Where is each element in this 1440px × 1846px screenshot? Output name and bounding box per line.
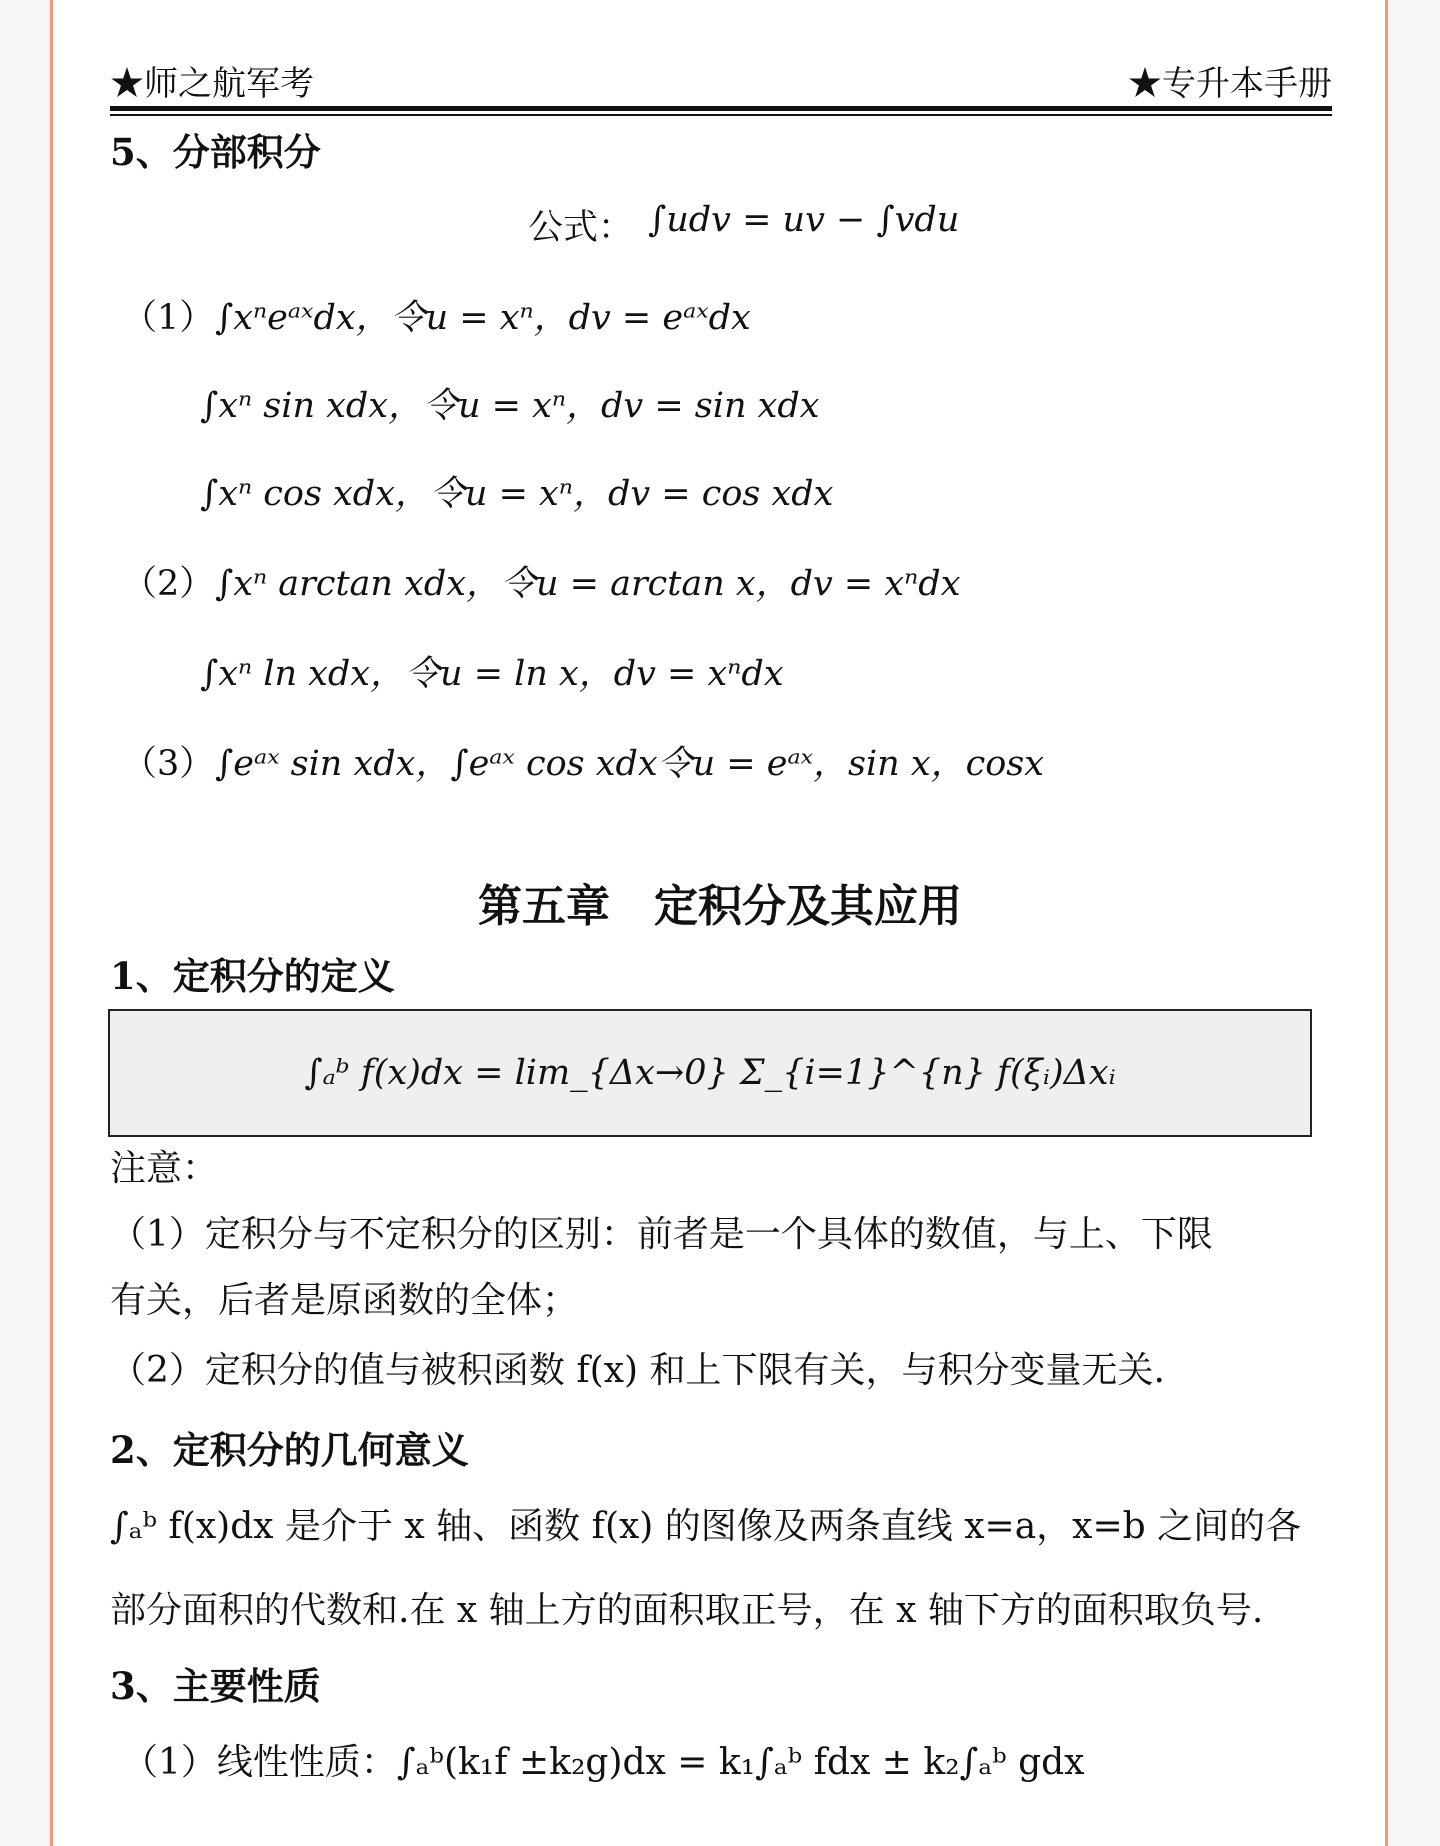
item-number: （3） bbox=[122, 744, 215, 784]
item-number: （1） bbox=[122, 298, 215, 338]
item-number: （2） bbox=[122, 564, 215, 604]
section-3-title: 3、主要性质 bbox=[110, 1664, 321, 1708]
section-1-title: 1、定积分的定义 bbox=[110, 954, 395, 998]
definition-box bbox=[108, 1009, 1312, 1137]
note-1-line-2: 有关，后者是原函数的全体； bbox=[110, 1280, 579, 1321]
header-left-title: ★师之航军考 bbox=[110, 64, 314, 104]
chapter-title: 第五章 定积分及其应用 bbox=[478, 881, 962, 932]
formula-line: ∫xⁿ sin xdx，令u = xⁿ，dv = sin xdx bbox=[200, 386, 820, 426]
section-2-title: 2、定积分的几何意义 bbox=[110, 1428, 469, 1472]
note-2: （2）定积分的值与被积函数 f(x) 和上下限有关，与积分变量无关. bbox=[110, 1350, 1165, 1391]
note-1-line-1: （1）定积分与不定积分的区别：前者是一个具体的数值，与上、下限 bbox=[110, 1214, 1213, 1255]
header-rule-thin bbox=[110, 114, 1332, 116]
formula-line: ∫xⁿ arctan xdx，令u = arctan x，dv = xⁿdx bbox=[215, 564, 961, 604]
integration-by-parts-formula: ∫udv = uv − ∫vdu bbox=[648, 200, 960, 240]
header-rule bbox=[110, 106, 1332, 111]
formula-line: ∫xⁿ ln xdx，令u = ln x，dv = xⁿdx bbox=[200, 654, 784, 694]
formula-line: ∫xⁿ cos xdx，令u = xⁿ，dv = cos xdx bbox=[200, 474, 834, 514]
formula-line: ∫xⁿeᵃˣdx，令u = xⁿ，dv = eᵃˣdx bbox=[215, 298, 751, 338]
formula-line: ∫eᵃˣ sin xdx，∫eᵃˣ cos xdx令u = eᵃˣ，sin x，cosx bbox=[215, 744, 1044, 784]
formula-label: 公式： bbox=[528, 208, 634, 248]
definite-integral-definition: ∫ₐᵇ f(x)dx = lim_{Δx→0} Σ_{i=1}^{n} f(ξᵢ)Δxᵢ bbox=[304, 1053, 1116, 1093]
geometric-meaning-line-1: ∫ₐᵇ f(x)dx 是介于 x 轴、函数 f(x) 的图像及两条直线 x=a，x=b 之间的各 bbox=[110, 1506, 1302, 1547]
header-right-title: ★专升本手册 bbox=[1128, 64, 1332, 104]
geometric-meaning-line-2: 部分面积的代数和.在 x 轴上方的面积取正号，在 x 轴下方的面积取负号. bbox=[110, 1590, 1264, 1631]
linearity-property: （1）线性性质：∫ₐᵇ(k₁f ±k₂g)dx = k₁∫ₐᵇ fdx ± k₂∫ₐᵇ gdx bbox=[122, 1742, 1085, 1783]
note-title: 注意： bbox=[110, 1148, 219, 1189]
section-5-title: 5、分部积分 bbox=[110, 130, 321, 174]
